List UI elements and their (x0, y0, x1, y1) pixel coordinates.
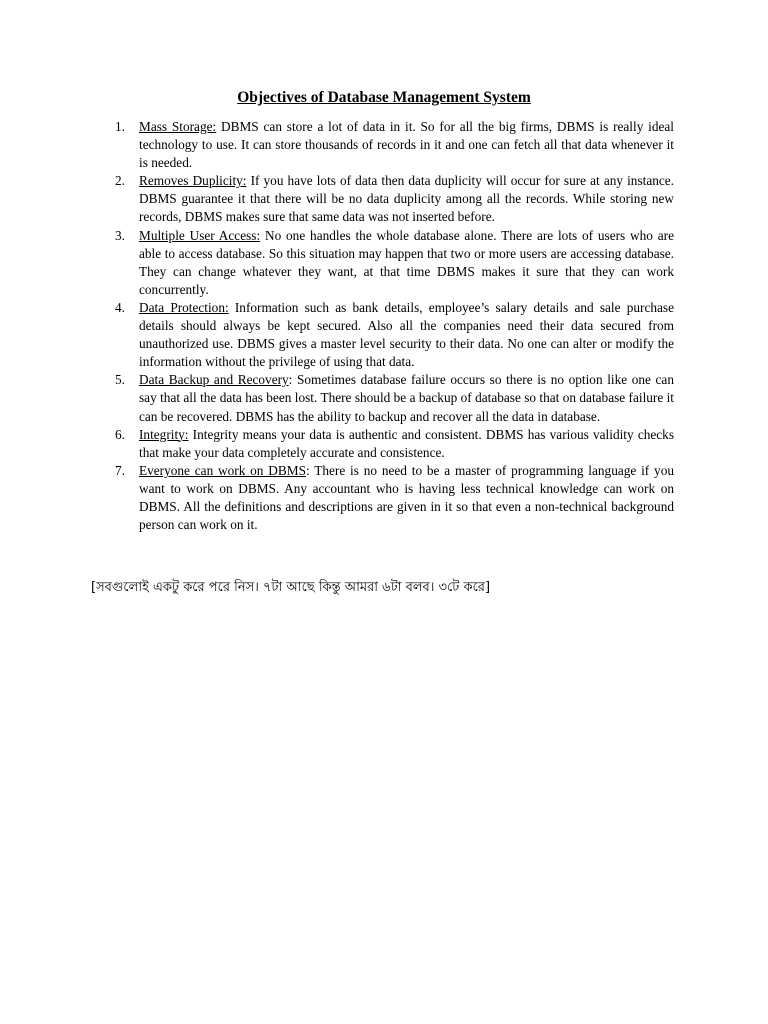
item-number: 2. (115, 173, 125, 189)
item-term: Data Backup and Recovery (139, 372, 289, 388)
item-term: Integrity: (139, 426, 189, 442)
item-term: Multiple User Access: (139, 227, 261, 243)
item-term: Removes Duplicity: (139, 173, 247, 189)
item-text: : There is no need to be a master of programming language if you want to work on DBMS. Any accountant who is having less technical knowledge can work on DBMS. All the definitions and descriptions are given in it so that even a non-technical background person can work on it. (139, 462, 674, 533)
item-number: 6. (115, 426, 125, 442)
item-number: 3. (115, 227, 125, 243)
list-item (108, 299, 674, 371)
list-item (108, 172, 674, 226)
item-text: If you have lots of data then data duplicity will occur for sure at any instance. DBMS guarantee it that there will be no data duplicity among all the records. While storing new records, DBMS makes sure that same data was not inserted before. (139, 173, 674, 225)
item-text: Information such as bank details, employee’s salary details and sale purchase details should always be kept secured. Also all the companies need their data secured from unauthorized use. DBMS gives a master level security to their data. No one can alter or modify the information without the privilege of using that data. (139, 299, 674, 370)
objectives-list (108, 118, 674, 534)
document-title: Objectives of Database Management System (237, 89, 531, 106)
item-text: : Sometimes database failure occurs so there is no option like one can say that all the data has been lost. There should be a backup of database so that on database failure it can be recovered. DBMS has the ability to backup and recover all the data in database. (139, 372, 674, 424)
item-text: Integrity means your data is authentic and consistent. DBMS has various validity checks that make your data completely accurate and consistence. (139, 426, 674, 460)
item-number: 7. (115, 462, 125, 478)
list-item (108, 371, 674, 425)
item-text: DBMS can store a lot of data in it. So for all the big firms, DBMS is really ideal technology to use. It can store thousands of records in it and one can fetch all that data whenever it is needed. (139, 119, 674, 171)
footer-note: [সবগুলোই একটু করে পরে নিস। ৭টা আছে কিন্তু আমরা ৬টা বলব। ৩টে করে] (91, 580, 491, 595)
item-term: Mass Storage: (139, 119, 217, 134)
list-item (108, 118, 674, 172)
item-term: Data Protection: (139, 299, 229, 315)
list-item (108, 426, 674, 462)
item-number: 1. (115, 119, 125, 134)
item-text: No one handles the whole database alone. There are lots of users who are able to access database. So this situation may happen that two or more users are accessing database. They can change whatever they want, at that time DBMS makes it sure that they can work concurrently. (139, 227, 674, 297)
item-number: 4. (115, 299, 125, 315)
list-item (108, 462, 674, 534)
item-term: Everyone can work on DBMS (139, 462, 306, 478)
item-number: 5. (115, 372, 125, 388)
list-item (108, 227, 674, 299)
